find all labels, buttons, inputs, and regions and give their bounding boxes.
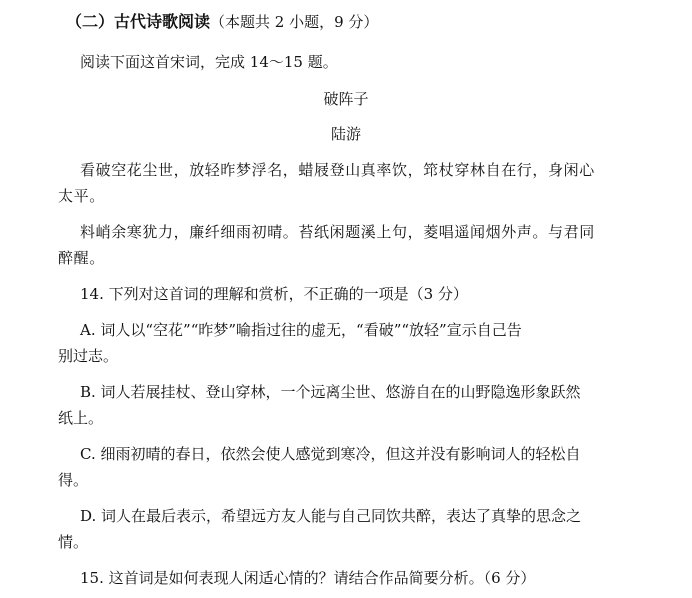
question-14-option-c-line-2: 得。	[58, 471, 89, 489]
poem-author: 陆游	[330, 125, 361, 143]
poem-stanza-1-line-1: 看破空花尘世，放轻昨梦浮名，蜡屐登山真率饮，筇杖穿林自在行，身闲心	[80, 161, 595, 179]
question-14-option-b-line-1: B. 词人若展挂杖、登山穿林，一个远离尘世、悠游自在的山野隐逸形象跃然	[80, 383, 581, 401]
section-title: （二）古代诗歌阅读	[66, 12, 211, 31]
poem-stanza-2-line-2: 醉醒。	[58, 249, 105, 267]
instruction-text: 阅读下面这首宋词，完成 14～15 题。	[80, 53, 338, 71]
question-14-stem: 14. 下列对这首词的理解和赏析，不正确的一项是（3 分）	[80, 285, 468, 303]
poem-title: 破阵子	[323, 90, 369, 108]
section-note: （本题共 2 小题，9 分）	[210, 13, 379, 31]
poem-stanza-1-line-2: 太平。	[58, 187, 105, 205]
question-14-option-d-line-2: 情。	[58, 533, 89, 551]
question-14-option-c-line-1: C. 细雨初晴的春日，依然会使人感觉到寒冷，但这并没有影响词人的轻松自	[80, 445, 581, 463]
question-14-option-a-line-1: A. 词人以“空花”“昨梦”喻指过往的虚无，“看破”“放轻”宣示自己告	[80, 321, 522, 339]
question-14-option-d-line-1: D. 词人在最后表示，希望远方友人能与自己同饮共醉，表达了真挚的思念之	[80, 507, 582, 525]
poem-stanza-2-line-1: 料峭余寒犹力，廉纤细雨初晴。苔纸闲题溪上句，菱唱遥闻烟外声。与君同	[80, 223, 595, 241]
question-14-option-b-line-2: 纸上。	[58, 409, 104, 427]
section-heading	[66, 12, 378, 32]
question-15-stem: 15. 这首词是如何表现人闲适心情的？请结合作品简要分析。（6 分）	[80, 569, 536, 587]
question-14-option-a-line-2: 别过志。	[58, 347, 119, 365]
